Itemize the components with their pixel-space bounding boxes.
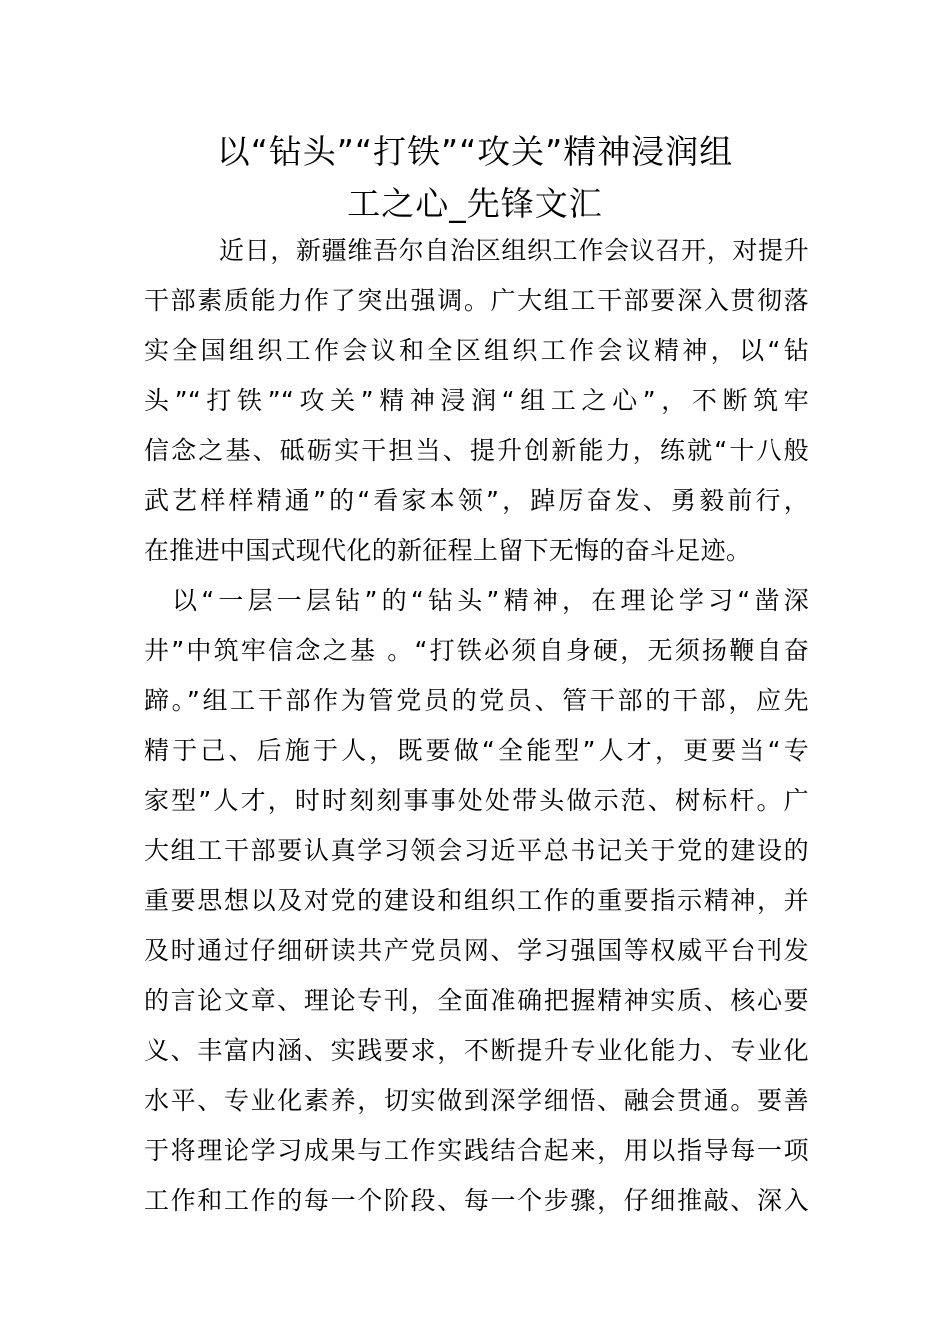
text-line: 水平、专业化素养，切实做到深学细悟、融会贯通。要善 <box>144 1086 809 1115</box>
text-line: 工作和工作的每一个阶段、每一个步骤，仔细推敲、深入 <box>144 1186 809 1215</box>
text-line: 在推进中国式现代化的新征程上留下无悔的奋斗足迹。 <box>144 536 752 565</box>
text-line: 义、丰富内涵、实践要求，不断提升专业化能力、专业化 <box>144 1036 809 1065</box>
text-line: 的言论文章、理论专刊，全面准确把握精神实质、核心要 <box>144 986 809 1015</box>
text-line: 武艺样样精通”的“看家本领”，踔厉奋发、勇毅前行， <box>144 486 809 515</box>
text-line: 家型”人才，时时刻刻事事处处带头做示范、树标杆。广 <box>144 786 809 815</box>
text-line: 大组工干部要认真学习领会习近平总书记关于党的建设的 <box>144 836 809 865</box>
title-line: 工之心_先锋文汇 <box>347 184 603 223</box>
text-line: 实全国组织工作会议和全区组织工作会议精神，以“钻 <box>144 336 809 365</box>
text-line: 井”中筑牢信念之基 。“打铁必须自身硬，无须扬鞭自奋 <box>144 636 809 665</box>
document-title <box>140 126 810 230</box>
text-line: 近日，新疆维吾尔自治区组织工作会议召开，对提升 <box>219 236 809 265</box>
text-line: 蹄。”组工干部作为管党员的党员、管干部的干部，应先 <box>144 686 809 715</box>
paragraph-1 <box>144 226 809 576</box>
text-line: 及时通过仔细研读共产党员网、学习强国等权威平台刊发 <box>144 936 809 965</box>
paragraph-2 <box>144 576 809 1226</box>
text-line: 信念之基、砥砺实干担当、提升创新能力，练就“十八般 <box>144 436 809 465</box>
title-line: 以“钻头”“打铁”“攻关”精神浸润组 <box>216 132 734 171</box>
text-line: 头”“打铁”“攻关”精神浸润“组工之心”，不断筑牢 <box>144 386 809 415</box>
text-line: 干部素质能力作了突出强调。广大组工干部要深入贯彻落 <box>144 286 809 315</box>
text-line: 重要思想以及对党的建设和组织工作的重要指示精神，并 <box>144 886 809 915</box>
document-body <box>144 226 809 1226</box>
text-line: 于将理论学习成果与工作实践结合起来，用以指导每一项 <box>144 1136 809 1165</box>
text-line: 精于己、后施于人，既要做“全能型”人才，更要当“专 <box>144 736 809 765</box>
text-line: 以“一层一层钻”的“钻头”精神，在理论学习“凿深 <box>172 586 809 615</box>
